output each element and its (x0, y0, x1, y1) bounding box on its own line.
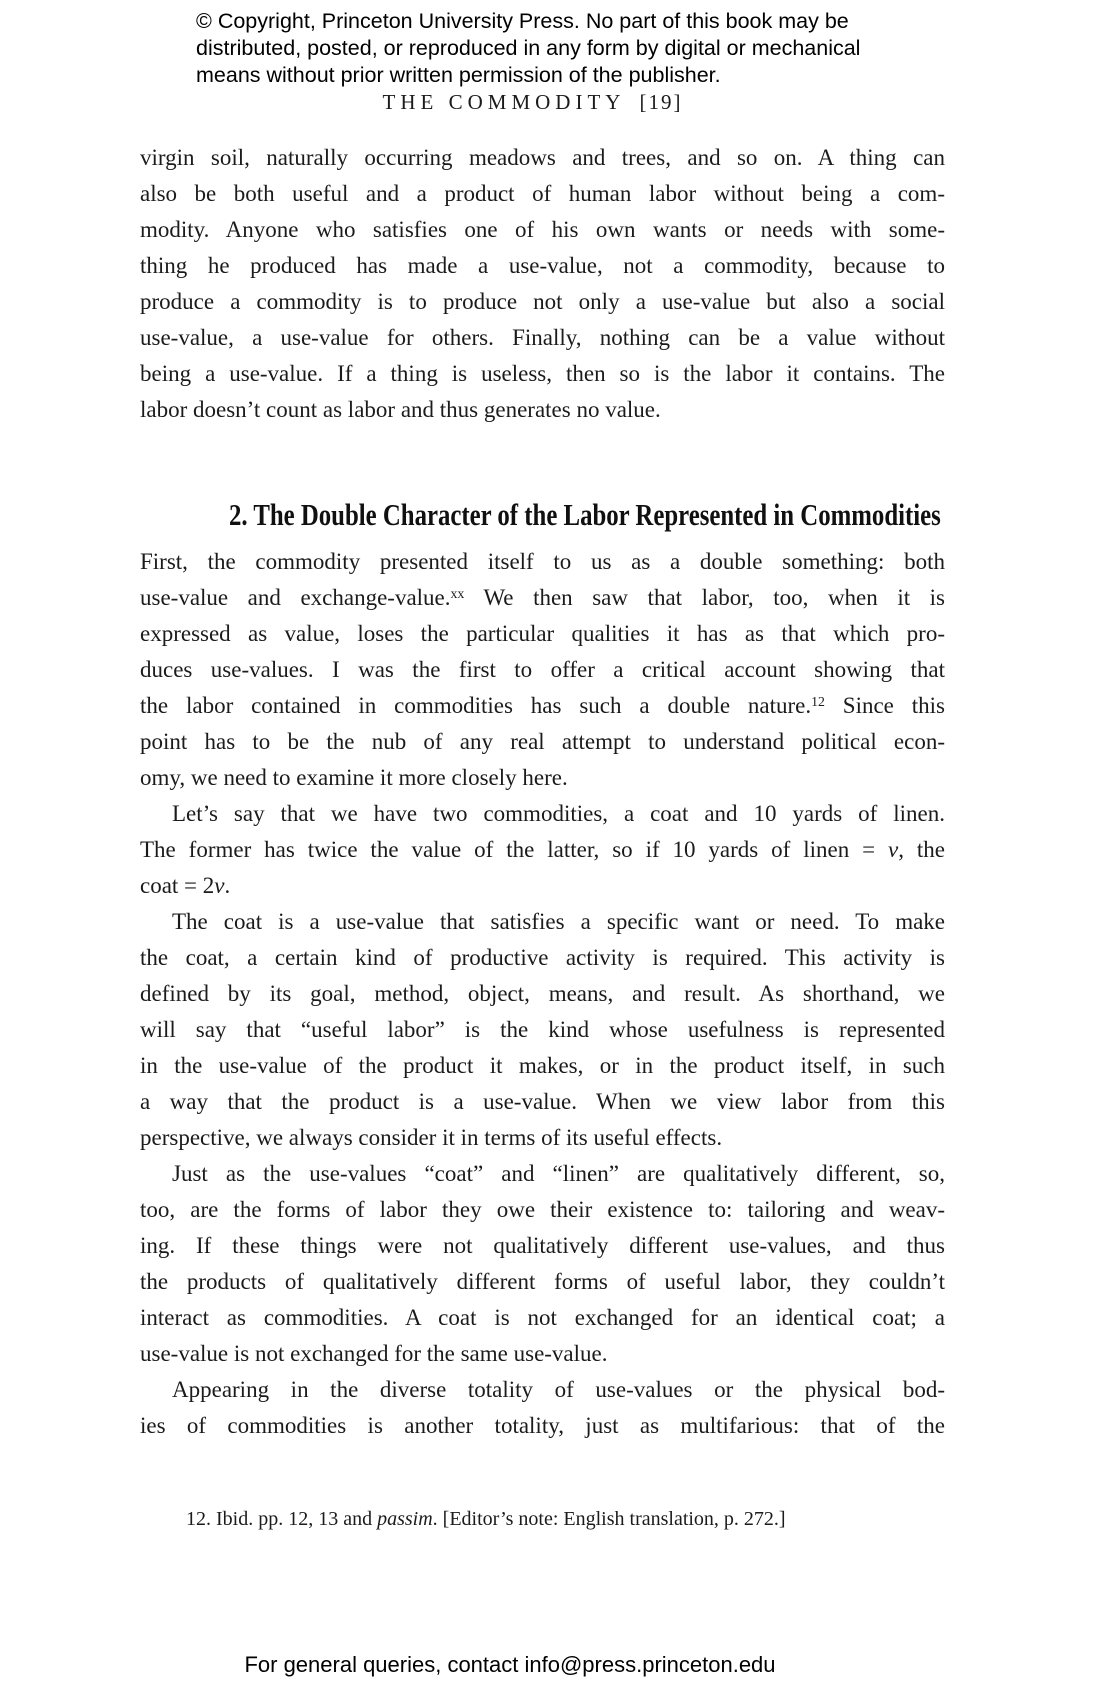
body-line: omy, we need to examine it more closely here. (140, 765, 568, 790)
paragraph-4 (140, 904, 945, 1156)
footnote-12 (140, 1506, 945, 1532)
body-text-segment: coat = 2 (140, 873, 215, 898)
body-line: produce a commodity is to produce not only a use-value but also a social (140, 289, 945, 314)
section-heading (140, 494, 945, 536)
body-line: Let’s say that we have two commodities, a coat and 10 yards of linen. (172, 801, 945, 826)
body-line: in the use-value of the product it makes, or in the product itself, in such (140, 1053, 945, 1078)
body-line: labor doesn’t count as labor and thus generates no value. (140, 397, 661, 422)
body-line (140, 832, 945, 868)
copyright-line: © Copyright, Princeton University Press. No part of this book may be (196, 9, 849, 33)
body-line: Just as the use-values “coat” and “linen” are qualitatively different, so, (172, 1161, 945, 1186)
body-line: The coat is a use-value that satisfies a specific want or need. To make (172, 909, 945, 934)
body-text-segment: , the (898, 837, 945, 862)
body-line: use-value, a use-value for others. Finally, nothing can be a value without (140, 325, 945, 350)
variable-v: v (214, 873, 225, 898)
body-line (140, 688, 945, 724)
body-text-segment: The former has twice the value of the latter, so if 10 yards of linen = (140, 837, 889, 862)
running-head-title: THE COMMODITY (382, 90, 626, 114)
body-line: ing. If these things were not qualitatively different use-values, and thus (140, 1233, 945, 1258)
copyright-notice (196, 8, 860, 89)
body-text-segment: use-value and exchange-value. (140, 585, 451, 610)
footnote-marker-xx: xx (450, 586, 465, 602)
body-line: use-value is not exchanged for the same use-value. (140, 1341, 608, 1366)
copyright-line: distributed, posted, or reproduced in any form by digital or mechanical (196, 36, 861, 60)
body-line: modity. Anyone who satisfies one of his own wants or needs with some- (140, 217, 945, 242)
footnote-text: . [Editor’s note: English translation, p. 272.] (432, 1508, 786, 1530)
body-text-segment: . (224, 873, 231, 898)
body-line: Appearing in the diverse totality of use-values or the physical bod- (172, 1377, 945, 1402)
paragraph-1 (140, 140, 945, 428)
paragraph-3 (140, 796, 945, 904)
body-line: duces use-values. I was the first to offer a critical account showing that (140, 657, 945, 682)
body-text-segment: We then saw that labor, too, when it is (464, 585, 945, 610)
footnote-text: 12. Ibid. pp. 12, 13 and (186, 1508, 378, 1530)
body-line: a way that the product is a use-value. When we view labor from this (140, 1089, 945, 1114)
body-line: also be both useful and a product of human labor without being a com- (140, 181, 945, 206)
variable-v: v (888, 837, 899, 862)
body-text-segment: Since this (824, 693, 945, 718)
body-line: virgin soil, naturally occurring meadows and trees, and so on. A thing can (140, 145, 945, 170)
running-head (140, 90, 925, 115)
body-line: the coat, a certain kind of productive activity is required. This activity is (140, 945, 945, 970)
body-text-segment: the labor contained in commodities has such a double nature. (140, 693, 812, 718)
body-line (140, 868, 945, 904)
body-line: point has to be the nub of any real attempt to understand political econ- (140, 729, 945, 754)
body-line: thing he produced has made a use-value, not a commodity, because to (140, 253, 945, 278)
paragraph-6 (140, 1372, 945, 1444)
body-line: will say that “useful labor” is the kind whose usefulness is represented (140, 1017, 945, 1042)
footer-contact: For general queries, contact info@press.princeton.edu (244, 1652, 776, 1677)
body-line: ies of commodities is another totality, just as multifarious: that of the (140, 1413, 945, 1438)
body-line: expressed as value, loses the particular qualities it has as that which pro- (140, 621, 945, 646)
paragraph-5 (140, 1156, 945, 1372)
body-text (140, 140, 945, 1444)
page-number: [19] (639, 90, 683, 114)
body-line: interact as commodities. A coat is not exchanged for an identical coat; a (140, 1305, 945, 1330)
body-line: too, are the forms of labor they owe their existence to: tailoring and weav- (140, 1197, 945, 1222)
section-heading-text: 2. The Double Character of the Labor Represented in Commodities (228, 497, 941, 532)
body-line: perspective, we always consider it in terms of its useful effects. (140, 1125, 723, 1150)
paragraph-2 (140, 544, 945, 796)
footnote-marker-12: 12 (811, 694, 825, 710)
body-line (140, 580, 945, 616)
body-line: the products of qualitatively different forms of useful labor, they couldn’t (140, 1269, 945, 1294)
body-line: First, the commodity presented itself to us as a double something: both (140, 549, 945, 574)
footnote-passim-italic: passim (377, 1508, 433, 1530)
body-line: defined by its goal, method, object, means, and result. As shorthand, we (140, 981, 945, 1006)
page-footer (0, 1652, 1020, 1678)
body-line: being a use-value. If a thing is useless, then so is the labor it contains. The (140, 361, 945, 386)
copyright-line: means without prior written permission of the publisher. (196, 63, 721, 87)
